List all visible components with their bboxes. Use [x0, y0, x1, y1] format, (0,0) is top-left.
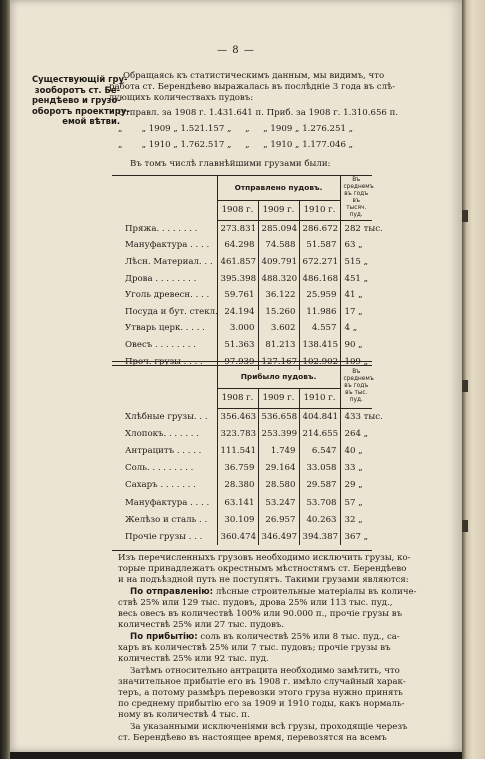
- text-line: ному въ количествѣ 4 тыс. п.: [118, 710, 250, 720]
- cell-1908: 323.783: [217, 426, 258, 443]
- intro-line: работа ст. Берендѣево выражалась въ послѣдніе 3 года въ слѣ-: [109, 82, 396, 92]
- page-bottom-shadow: [10, 752, 462, 759]
- row-label: Мануфактура . . . .: [125, 497, 210, 508]
- year-header: 1910 г.: [299, 200, 340, 220]
- row-label: Антрацитъ . . . . .: [125, 446, 202, 457]
- row-label: Сахаръ . . . . . . .: [125, 480, 196, 491]
- adjacent-page-edge: [462, 0, 485, 759]
- cell-1910: 11.986: [299, 303, 340, 320]
- text-line: За указанными исключеніями всѣ грузы, проходящіе черезъ: [130, 722, 408, 732]
- cell-1908: 360.474: [217, 528, 258, 545]
- cell-1909: 127.167: [258, 353, 299, 370]
- cell-1909: 488.320: [258, 270, 299, 287]
- cell-average: 33 „: [340, 460, 372, 477]
- cell-average: 41 „: [340, 287, 372, 304]
- cell-1909: 536.658: [258, 408, 299, 426]
- traffic-line: Отправл. за 1908 г. 1.431.641 п. Приб. за 1908 г. 1.310.656 п.: [118, 108, 399, 118]
- cell-1910: 51.587: [299, 237, 340, 254]
- cell-1909: 409.791: [258, 254, 299, 271]
- arrived-avg-header: Въ среднемъ въ годъ въ тыс. пуд.: [340, 366, 372, 408]
- cell-average: 90 „: [340, 337, 372, 354]
- document-page: [10, 0, 462, 752]
- cell-1908: 36.759: [217, 460, 258, 477]
- intro-line: Обращаясь къ статистическимъ данным, мы видимъ, что: [123, 71, 385, 81]
- cell-1910: 6.547: [299, 443, 340, 460]
- cell-1909: 3.602: [258, 320, 299, 337]
- cell-1910: 33.058: [299, 460, 340, 477]
- row-label: Овесъ . . . . . . . .: [125, 339, 196, 350]
- cell-average: 32 „: [340, 511, 372, 528]
- cell-1909: 74.588: [258, 237, 299, 254]
- cell-1909: 29.164: [258, 460, 299, 477]
- text-line: Затѣмъ относительно антрацита необходимо замѣтить, что: [130, 666, 400, 676]
- year-header: 1909 г.: [258, 200, 299, 220]
- cell-average: 17 „: [340, 303, 372, 320]
- sent-table-header: Отправлено пудовъ.: [217, 176, 340, 200]
- cell-average: 451 „: [340, 270, 372, 287]
- row-label: Мануфактура . . . .: [125, 240, 210, 251]
- cell-1909: 253.399: [258, 426, 299, 443]
- text-line: соль въ количествѣ 25% или 8 тыс. пуд., са-: [197, 632, 400, 642]
- text-line: ст. Берендѣево въ настоящее время, перевозятся на всемъ: [118, 733, 387, 743]
- cell-1908: 356.463: [217, 408, 258, 426]
- cell-1908: 395.398: [217, 270, 258, 287]
- cell-1908: 51.363: [217, 337, 258, 354]
- cell-1909: 285.094: [258, 220, 299, 237]
- cell-1908: 3.000: [217, 320, 258, 337]
- row-label: Посуда и бут. стекл.: [125, 306, 218, 317]
- arrived-table-header: Прибыло пудовъ.: [217, 366, 340, 388]
- cell-1910: 286.672: [299, 220, 340, 237]
- cell-1909: 346.497: [258, 528, 299, 545]
- text-line: количествѣ 25% или 27 тыс. пудовъ.: [118, 620, 285, 630]
- cell-average: 57 „: [340, 494, 372, 511]
- cell-1909: 53.247: [258, 494, 299, 511]
- cell-1908: 111.541: [217, 443, 258, 460]
- cell-average: 264 „: [340, 426, 372, 443]
- row-label: Утварь церк. . . . .: [125, 323, 205, 334]
- text-line: значительное прибытіе его въ 1908 г. имѣло случайный харак-: [118, 677, 406, 687]
- cell-1910: 4.557: [299, 320, 340, 337]
- year-header: 1910 г.: [299, 388, 340, 408]
- intro-line: дующихъ количествахъ пудовъ:: [109, 93, 254, 103]
- cell-1909: 81.213: [258, 337, 299, 354]
- year-header: 1909 г.: [258, 388, 299, 408]
- cell-average: 282 тыс.: [340, 220, 372, 237]
- text-line: торые принадлежатъ окрестнымъ мѣстностямъ ст. Берендѣево: [118, 564, 407, 574]
- text-line: и на подъѣздной путь не поступятъ. Такими грузами являются:: [118, 575, 409, 585]
- cell-1908: 63.141: [217, 494, 258, 511]
- cell-1908: 97.939: [217, 353, 258, 370]
- row-label: Уголь древесн. . . .: [125, 290, 210, 301]
- cell-average: 433 тыс.: [340, 408, 372, 426]
- row-label: Проч. грузы . . . .: [125, 356, 203, 367]
- cell-1910: 25.959: [299, 287, 340, 304]
- row-label: Хлопокъ. . . . . . .: [125, 429, 200, 440]
- cell-average: 63 „: [340, 237, 372, 254]
- cell-1908: 461.857: [217, 254, 258, 271]
- sent-table-frame: [112, 175, 372, 362]
- cell-1908: 273.831: [217, 220, 258, 237]
- cell-average: 515 „: [340, 254, 372, 271]
- cell-1909: 15.260: [258, 303, 299, 320]
- cell-1908: 59.761: [217, 287, 258, 304]
- page-number: — 8 —: [217, 45, 255, 56]
- arrived-table-frame: [112, 365, 372, 551]
- text-line: ствѣ 25% или 129 тыс. пудовъ, дрова 25% или 113 тыс. пуд.,: [118, 598, 393, 608]
- cell-1909: 26.957: [258, 511, 299, 528]
- sent-label: По отправленію:: [130, 587, 214, 597]
- cell-average: 109 „: [340, 353, 372, 370]
- text-line: лѣсные строительные матеріалы въ количе-: [213, 587, 417, 597]
- cell-1910: 102.902: [299, 353, 340, 370]
- text-line: теръ, а потому размѣръ перевозки этого груза нужно принять: [118, 688, 403, 698]
- cell-1908: 24.194: [217, 303, 258, 320]
- cell-1910: 53.708: [299, 494, 340, 511]
- cell-1910: 394.387: [299, 528, 340, 545]
- text-line: весь овесъ въ количествѣ 100% или 90.000 п., прочіе грузы въ: [118, 609, 403, 619]
- cell-1910: 138.415: [299, 337, 340, 354]
- arrived-label: По прибытію:: [130, 632, 198, 642]
- row-label: Пряжа. . . . . . . .: [125, 223, 198, 234]
- cell-1910: 486.168: [299, 270, 340, 287]
- cell-average: 367 „: [340, 528, 372, 545]
- cell-1908: 28.380: [217, 477, 258, 494]
- cell-1908: 64.298: [217, 237, 258, 254]
- cell-1910: 40.263: [299, 511, 340, 528]
- cell-1910: 404.841: [299, 408, 340, 426]
- cell-average: 4 „: [340, 320, 372, 337]
- traffic-line: „ „ 1910 „ 1.762.517 „ „ „ 1910 „ 1.177.046 „: [118, 140, 354, 150]
- text-line: харъ въ количествѣ 25% или 7 тыс. пудовъ; прочіе грузы въ: [118, 643, 391, 653]
- cell-1909: 36.122: [258, 287, 299, 304]
- row-label: Дрова . . . . . . . .: [125, 273, 197, 284]
- row-label: Лѣсн. Материал. . .: [125, 256, 213, 267]
- main-cargo-intro: Въ томъ числѣ главнѣйшими грузами были:: [130, 159, 331, 169]
- text-line: количествѣ 25% или 92 тыс. пуд.: [118, 654, 269, 664]
- cell-1909: 1.749: [258, 443, 299, 460]
- row-label: Соль. . . . . . . . .: [125, 463, 194, 474]
- text-line: Изъ перечисленныхъ грузовъ необходимо исключить грузы, ко-: [118, 553, 411, 563]
- side-note: Существующій гру- зооборотъ ст. Бе- рендѣево и грузо- оборотъ проектиру- емой вѣтви.: [32, 74, 130, 127]
- year-header: 1908 г.: [217, 200, 258, 220]
- cell-1909: 28.580: [258, 477, 299, 494]
- cell-1910: 672.271: [299, 254, 340, 271]
- year-header: 1908 г.: [217, 388, 258, 408]
- row-label: Прочіе грузы . . .: [125, 531, 203, 542]
- book-spine: [0, 0, 10, 759]
- cell-average: 40 „: [340, 443, 372, 460]
- row-label: Желѣзо и сталь . .: [125, 514, 208, 525]
- sent-avg-header: Въ среднемъ въ годъ въ тысяч. пуд.: [340, 176, 372, 220]
- text-line: по среднему прибытію его за 1909 и 1910 годы, какъ нормаль-: [118, 699, 405, 709]
- cell-1908: 30.109: [217, 511, 258, 528]
- cell-1910: 214.655: [299, 426, 340, 443]
- traffic-line: „ „ 1909 „ 1.521.157 „ „ „ 1909 „ 1.276.251 „: [118, 124, 354, 134]
- row-label: Хлѣбные грузы. . .: [125, 411, 208, 422]
- cell-1910: 29.587: [299, 477, 340, 494]
- cell-average: 29 „: [340, 477, 372, 494]
